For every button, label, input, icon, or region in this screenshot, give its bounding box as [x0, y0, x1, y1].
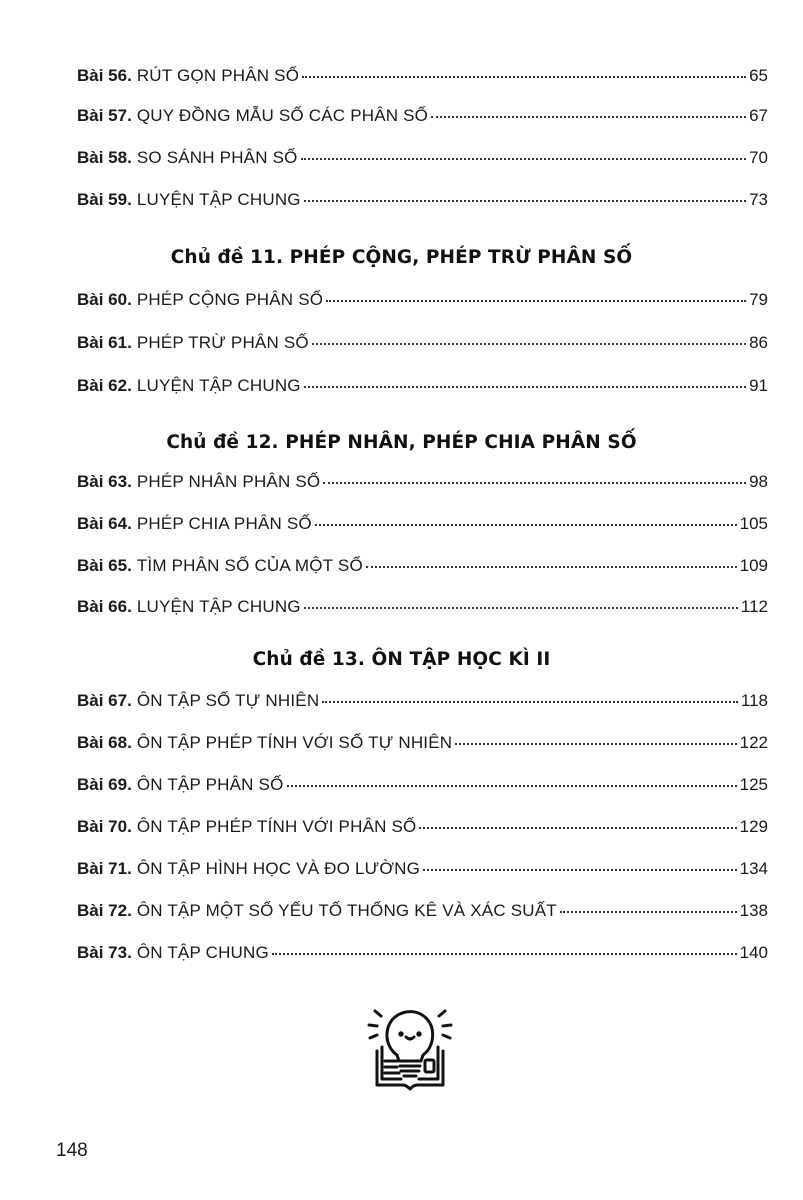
lesson-number: Bài 72. [77, 901, 132, 920]
lesson-number: Bài 67. [77, 691, 132, 710]
lesson-number: Bài 69. [77, 775, 132, 794]
lesson-title: ÔN TẬP CHUNG [136, 943, 269, 962]
page-number: 118 [740, 691, 768, 710]
page-number: 79 [749, 290, 768, 309]
dotted-leader [455, 742, 736, 745]
page-number: 122 [739, 733, 768, 752]
lesson-title: PHÉP NHÂN PHÂN SỐ [136, 472, 321, 491]
page-number: 105 [739, 514, 768, 533]
lesson-title: QUY ĐỒNG MẪU SỐ CÁC PHÂN SỐ [136, 106, 429, 125]
page-number: 129 [739, 817, 768, 836]
dotted-leader [431, 115, 746, 118]
page-number: 86 [749, 333, 768, 352]
page-number: 112 [740, 597, 768, 616]
page-number: 109 [739, 556, 768, 575]
toc-entry[interactable] [77, 66, 768, 90]
page-number: 73 [749, 190, 768, 209]
toc-entry[interactable] [77, 376, 768, 400]
lesson-title: ÔN TẬP PHÉP TÍNH VỚI PHÂN SỐ [136, 817, 417, 836]
toc-entry[interactable] [77, 556, 768, 580]
page-number: 125 [739, 775, 768, 794]
lesson-number: Bài 73. [77, 943, 132, 962]
lesson-number: Bài 65. [77, 556, 132, 575]
toc-entry[interactable] [77, 148, 768, 172]
dotted-leader [423, 868, 737, 871]
dotted-leader [323, 481, 746, 484]
lesson-number: Bài 63. [77, 472, 132, 491]
toc-entry[interactable] [77, 817, 768, 841]
dotted-leader [326, 299, 746, 302]
toc-entry[interactable] [77, 106, 768, 130]
dotted-leader [560, 910, 737, 913]
lesson-number: Bài 64. [77, 514, 132, 533]
page-number: 67 [749, 106, 768, 125]
dotted-leader [287, 784, 737, 787]
lesson-title: SO SÁNH PHÂN SỐ [136, 148, 298, 167]
lesson-title: ÔN TẬP PHÉP TÍNH VỚI SỐ TỰ NHIÊN [136, 733, 453, 752]
dotted-leader [272, 952, 737, 955]
dotted-leader [304, 199, 746, 202]
lesson-number: Bài 58. [77, 148, 132, 167]
toc-entry[interactable] [77, 943, 768, 967]
lesson-title: RÚT GỌN PHÂN SỐ [136, 66, 300, 85]
toc-entry[interactable] [77, 733, 768, 757]
dotted-leader [312, 342, 746, 345]
lesson-title: TÌM PHÂN SỐ CỦA MỘT SỐ [136, 556, 363, 575]
toc-entry[interactable] [77, 597, 768, 621]
topic-heading: Chủ đề 11. PHÉP CỘNG, PHÉP TRỪ PHÂN SỐ [170, 247, 633, 268]
toc-entry[interactable] [77, 472, 768, 496]
lesson-number: Bài 62. [77, 376, 132, 395]
lesson-number: Bài 60. [77, 290, 132, 309]
dotted-leader [302, 75, 746, 78]
lesson-title: ÔN TẬP HÌNH HỌC VÀ ĐO LƯỜNG [136, 859, 421, 878]
toc-entry[interactable] [77, 859, 768, 883]
topic-heading: Chủ đề 13. ÔN TẬP HỌC KÌ II [252, 649, 551, 670]
lesson-number: Bài 71. [77, 859, 132, 878]
dotted-leader [315, 523, 737, 526]
toc-entry[interactable] [77, 290, 768, 314]
lesson-number: Bài 56. [77, 66, 132, 85]
lesson-number: Bài 70. [77, 817, 132, 836]
page-number: 65 [749, 66, 768, 85]
lesson-number: Bài 59. [77, 190, 132, 209]
dotted-leader [301, 157, 747, 160]
lesson-title: ÔN TẬP MỘT SỐ YẾU TỐ THỐNG KÊ VÀ XÁC SUẤT [136, 901, 557, 920]
toc-entry[interactable] [77, 333, 768, 357]
lesson-title: ÔN TẬP PHÂN SỐ [136, 775, 284, 794]
lesson-title: LUYỆN TẬP CHUNG [136, 597, 301, 616]
toc-entry[interactable] [77, 691, 768, 715]
page-number: 134 [739, 859, 768, 878]
lesson-number: Bài 61. [77, 333, 132, 352]
page-footer-number: 148 [56, 1140, 88, 1161]
toc-entry[interactable] [77, 190, 768, 214]
page-number: 138 [739, 901, 768, 920]
toc-entry[interactable] [77, 901, 768, 925]
toc-entry[interactable] [77, 775, 768, 799]
lesson-title: LUYỆN TẬP CHUNG [136, 376, 301, 395]
page-number: 70 [749, 148, 768, 167]
topic-heading: Chủ đề 12. PHÉP NHÂN, PHÉP CHIA PHÂN SỐ [166, 432, 637, 453]
lightbulb-book-icon [365, 1005, 455, 1095]
lesson-number: Bài 66. [77, 597, 132, 616]
page-number: 140 [739, 943, 768, 962]
lesson-title: LUYỆN TẬP CHUNG [136, 190, 301, 209]
dotted-leader [322, 700, 738, 703]
page-number: 98 [749, 472, 768, 491]
lesson-title: PHÉP CHIA PHÂN SỐ [136, 514, 312, 533]
dotted-leader [366, 565, 737, 568]
lesson-number: Bài 68. [77, 733, 132, 752]
lesson-title: ÔN TẬP SỐ TỰ NHIÊN [136, 691, 320, 710]
dotted-leader [419, 826, 736, 829]
toc-entry[interactable] [77, 514, 768, 538]
lesson-number: Bài 57. [77, 106, 132, 125]
dotted-leader [304, 385, 746, 388]
lesson-title: PHÉP TRỪ PHÂN SỐ [136, 333, 309, 352]
dotted-leader [304, 606, 738, 609]
lesson-title: PHÉP CỘNG PHÂN SỐ [136, 290, 324, 309]
page-number: 91 [749, 376, 768, 395]
